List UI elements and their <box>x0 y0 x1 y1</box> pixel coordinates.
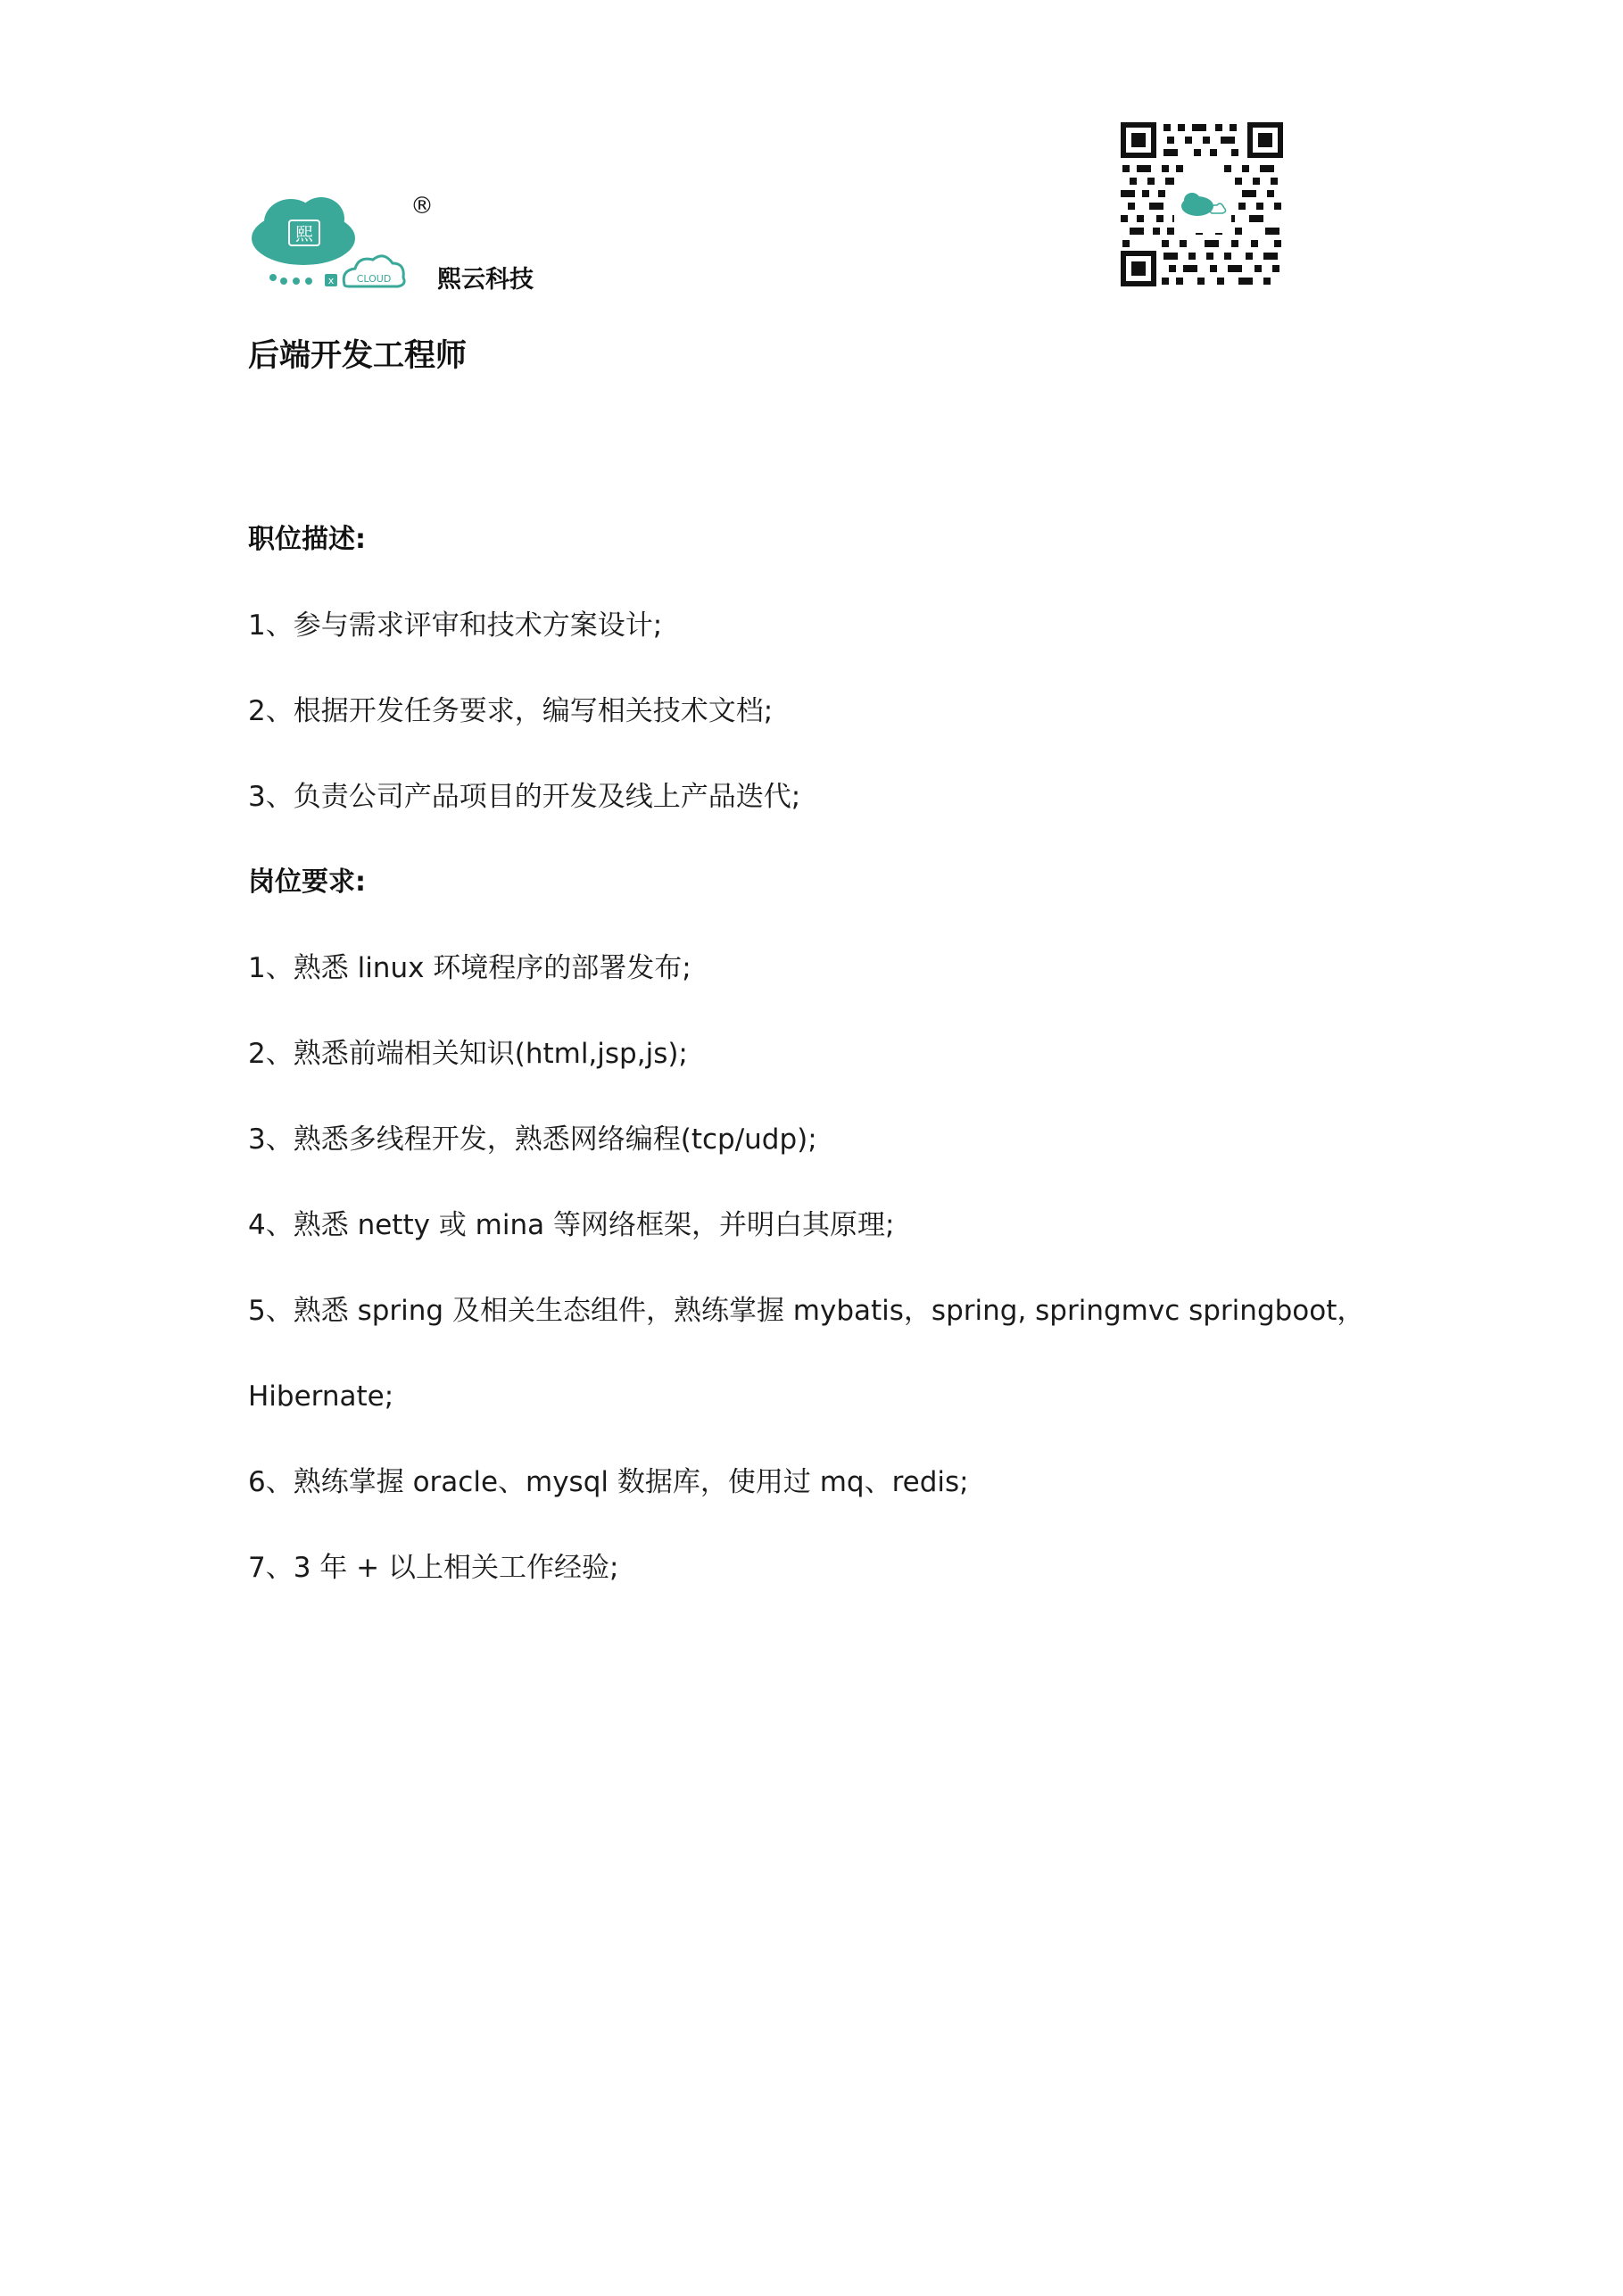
requirement-item: Hibernate; <box>248 1380 394 1413</box>
page-title: 后端开发工程师 <box>248 338 468 374</box>
requirement-item: 4、熟悉 netty 或 mina 等网络框架，并明白其原理; <box>248 1209 895 1241</box>
description-item: 1、参与需求评审和技术方案设计; <box>248 609 663 642</box>
requirement-item: 7、3 年 + 以上相关工作经验; <box>248 1552 619 1584</box>
qr-code <box>1117 119 1287 290</box>
svg-text:x: x <box>327 275 335 286</box>
requirement-item: 5、熟悉 spring 及相关生态组件，熟练掌握 mybatis，spring, springmvc springboot， <box>248 1295 1365 1327</box>
registered-mark: ® <box>410 193 434 220</box>
svg-text:CLOUD: CLOUD <box>356 273 392 285</box>
requirement-item: 2、熟悉前端相关知识(html,jsp,js); <box>248 1038 688 1070</box>
description-item: 2、根据开发任务要求，编写相关技术文档; <box>248 695 774 727</box>
description-heading: 职位描述: <box>248 524 366 555</box>
description-item: 3、负责公司产品项目的开发及线上产品迭代; <box>248 781 801 813</box>
svg-text:熙: 熙 <box>295 223 313 245</box>
requirement-item: 1、熟悉 linux 环境程序的部署发布; <box>248 952 691 984</box>
requirements-heading: 岗位要求: <box>248 866 366 898</box>
requirement-item: 6、熟练掌握 oracle、mysql 数据库，使用过 mq、redis; <box>248 1466 969 1498</box>
requirement-item: 3、熟悉多线程开发，熟悉网络编程(tcp/udp); <box>248 1123 817 1156</box>
qr-code-icon <box>1117 119 1287 290</box>
job-content <box>248 518 1408 1631</box>
company-name: 熙云科技 <box>437 266 534 294</box>
